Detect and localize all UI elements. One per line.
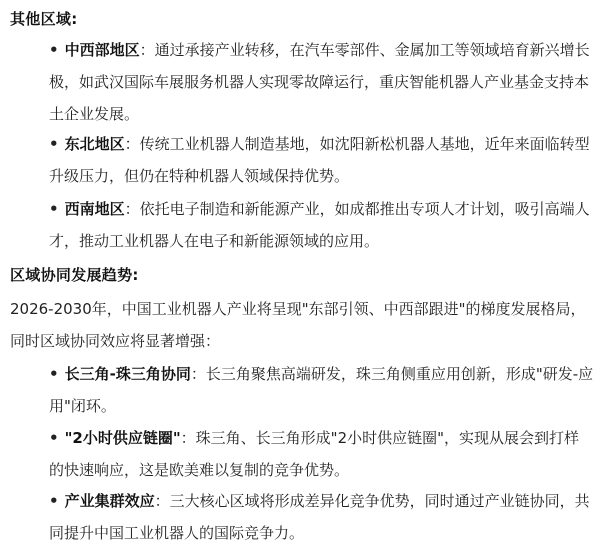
bullet-text: ：传统工业机器人制造基地，如沈阳新松机器人基地，近年来面临转型升级压力，但仍在特种机器人领域保持优势。 xyxy=(49,135,590,185)
section-heading-regional-synergy: 区域协同发展趋势: xyxy=(10,266,139,284)
bullet-item-yrd-prd xyxy=(49,358,594,422)
bullet-text: ：三大核心区域将形成差异化竞争优势，同时通过产业链协同，共同提升中国工业机器人的国际竞争力。 xyxy=(49,492,590,542)
bullet-dot-icon: • xyxy=(49,135,59,153)
section-heading-other-regions: 其他区域: xyxy=(10,10,78,28)
bullet-title: 产业集群效应 xyxy=(64,492,155,510)
bullet-item-northeast xyxy=(49,128,594,192)
bullet-text: ：通过承接产业转移，在汽车零部件、金属加工等领域培育新兴增长极，如武汉国际车展服务机器人实现零故障运行，重庆智能机器人产业基金支持本土企业发展。 xyxy=(49,41,590,123)
bullet-item-supply-chain xyxy=(49,422,594,486)
bullet-text: ：依托电子制造和新能源产业，如成都推出专项人才计划，吸引高端人才，推动工业机器人在电子和新能源领域的应用。 xyxy=(49,200,590,250)
bullet-title: 中西部地区 xyxy=(64,41,140,59)
bullet-dot-icon: • xyxy=(49,429,59,447)
bullet-item-cluster xyxy=(49,485,594,549)
bullet-dot-icon: • xyxy=(49,41,59,59)
bullet-dot-icon: • xyxy=(49,492,59,510)
bullet-title: "2小时供应链圈" xyxy=(64,429,181,447)
bullet-title: 西南地区 xyxy=(64,200,125,218)
bullet-text: ：长三角聚焦高端研发，珠三角侧重应用创新，形成"研发-应用"闭环。 xyxy=(49,365,594,415)
bullet-title: 东北地区 xyxy=(64,135,125,153)
bullet-item-southwest xyxy=(49,193,594,257)
bullet-text: ：珠三角、长三角形成"2小时供应链圈"，实现从展会到打样的快速响应，这是欧美难以复制的竞争优势。 xyxy=(49,429,580,479)
intro-paragraph: 2026-2030年，中国工业机器人产业将呈现"东部引领、中西部跟进"的梯度发展格局，同时区域协同效应将显著增强： xyxy=(10,300,586,350)
bullet-item-central-west xyxy=(49,34,594,130)
bullet-title: 长三角-珠三角协同 xyxy=(64,365,191,383)
bullet-dot-icon: • xyxy=(49,365,59,383)
bullet-dot-icon: • xyxy=(49,200,59,218)
